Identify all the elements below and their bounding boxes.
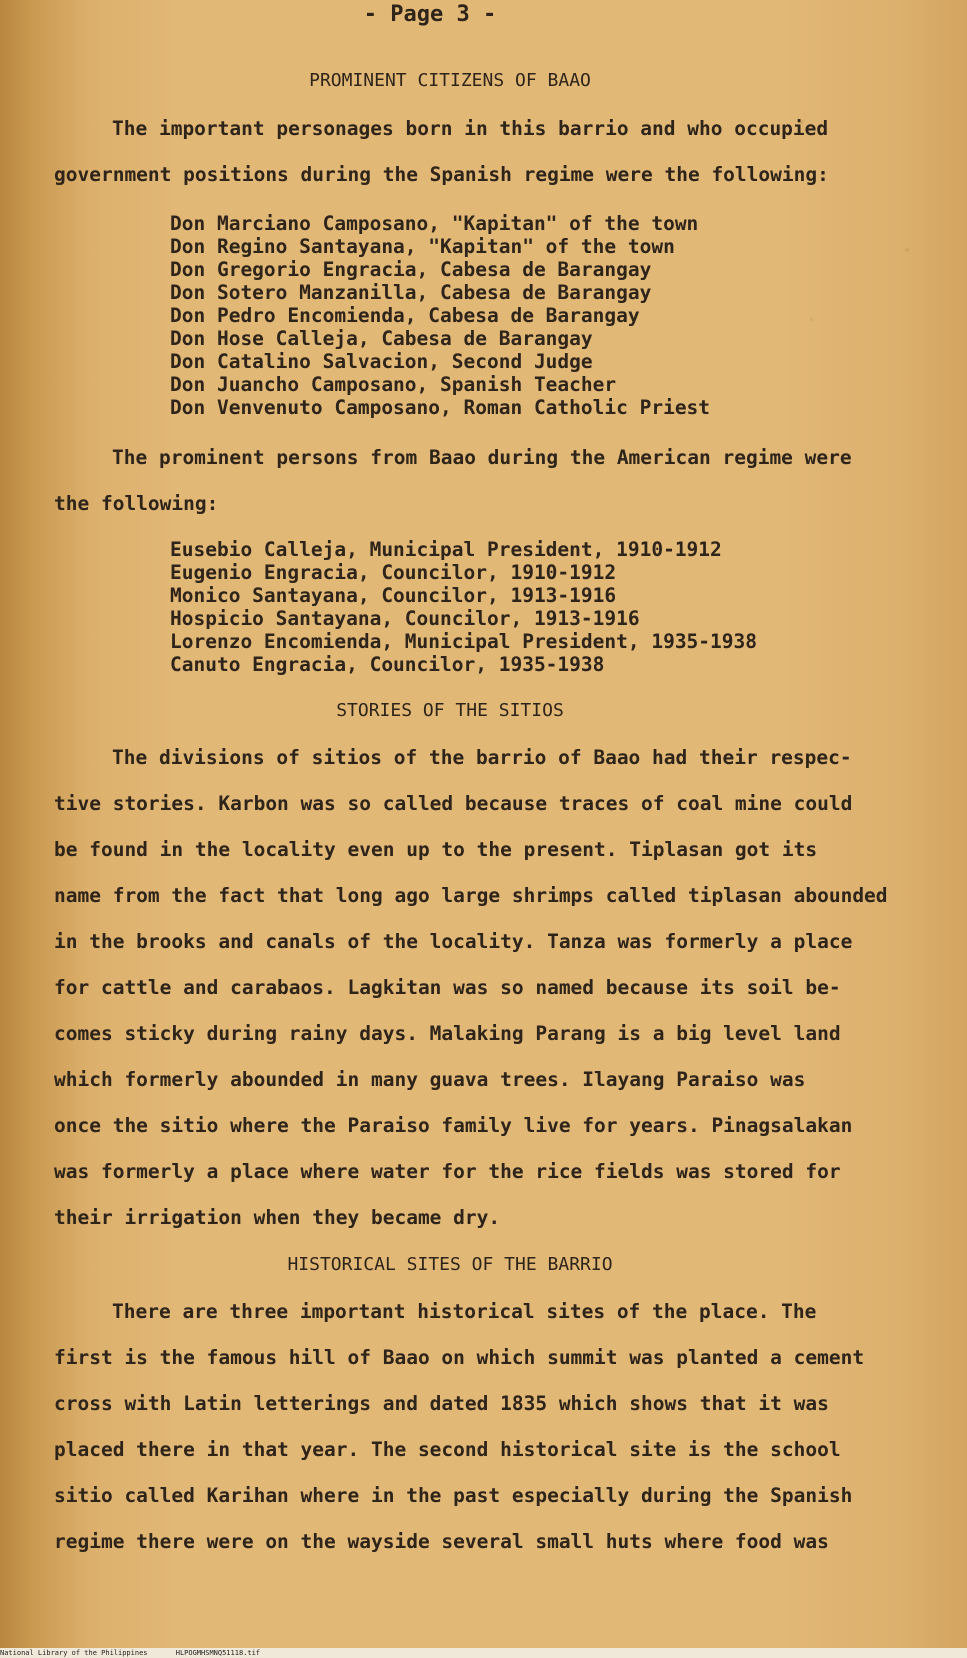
- paragraph-line: in the brooks and canals of the locality. Tanza was formerly a place: [54, 930, 853, 953]
- list-item: Don Gregorio Engracia, Cabesa de Barangay: [170, 258, 652, 281]
- paragraph-line: their irrigation when they became dry.: [54, 1206, 501, 1229]
- list-item: Eusebio Calleja, Municipal President, 1910-1912: [170, 538, 722, 561]
- list-item: Don Pedro Encomienda, Cabesa de Barangay: [170, 304, 640, 327]
- paragraph-line: was formerly a place where water for the rice fields was stored for: [54, 1160, 841, 1183]
- paragraph-line: sitio called Karihan where in the past especially during the Spanish: [54, 1484, 853, 1507]
- footer-file-id: HLPOGMHSMNQ51118.tif: [175, 1649, 261, 1657]
- paragraph-line: for cattle and carabaos. Lagkitan was so named because its soil be-: [54, 976, 841, 999]
- list-item: Don Juancho Camposano, Spanish Teacher: [170, 373, 617, 396]
- list-item: Don Regino Santayana, "Kapitan" of the town: [170, 235, 675, 258]
- paragraph-line: There are three important historical sites of the place. The: [112, 1300, 817, 1323]
- paragraph-line: once the sitio where the Paraiso family live for years. Pinagsalakan: [54, 1114, 853, 1137]
- paragraph-line: name from the fact that long ago large shrimps called tiplasan abounded: [54, 884, 888, 907]
- list-item: Don Sotero Manzanilla, Cabesa de Barangay: [170, 281, 652, 304]
- paragraph-line: the following:: [54, 492, 219, 515]
- paragraph-line: comes sticky during rainy days. Malaking Parang is a big level land: [54, 1022, 841, 1045]
- paragraph-line: be found in the locality even up to the present. Tiplasan got its: [54, 838, 818, 861]
- paragraph-line: placed there in that year. The second historical site is the school: [54, 1438, 841, 1461]
- list-item: Don Marciano Camposano, "Kapitan" of the town: [170, 212, 699, 235]
- list-item: Canuto Engracia, Councilor, 1935-1938: [170, 653, 605, 676]
- section-heading-sitios: STORIES OF THE SITIOS: [336, 700, 564, 721]
- page-number: - Page 3 -: [363, 2, 497, 27]
- list-item: Lorenzo Encomienda, Municipal President, 1935-1938: [170, 630, 757, 653]
- paragraph-line: The prominent persons from Baao during the American regime were: [112, 446, 852, 469]
- list-item: Eugenio Engracia, Councilor, 1910-1912: [170, 561, 617, 584]
- list-item: Don Venvenuto Camposano, Roman Catholic Priest: [170, 396, 711, 419]
- footer-source: National Library of the Philippines: [0, 1649, 148, 1657]
- paragraph-line: cross with Latin letterings and dated 1835 which shows that it was: [54, 1392, 829, 1415]
- paragraph-line: first is the famous hill of Baao on which summit was planted a cement: [54, 1346, 865, 1369]
- scan-footer: [0, 1648, 967, 1658]
- paragraph-line: The divisions of sitios of the barrio of Baao had their respec-: [112, 746, 852, 769]
- list-item: Don Hose Calleja, Cabesa de Barangay: [170, 327, 593, 350]
- section-heading-citizens: PROMINENT CITIZENS OF BAAO: [309, 70, 591, 91]
- paragraph-line: which formerly abounded in many guava trees. Ilayang Paraiso was: [54, 1068, 806, 1091]
- list-item: Don Catalino Salvacion, Second Judge: [170, 350, 593, 373]
- list-item: Hospicio Santayana, Councilor, 1913-1916: [170, 607, 640, 630]
- section-heading-historical: HISTORICAL SITES OF THE BARRIO: [287, 1254, 613, 1275]
- paragraph-line: tive stories. Karbon was so called because traces of coal mine could: [54, 792, 853, 815]
- paragraph-line: The important personages born in this barrio and who occupied: [112, 117, 829, 140]
- paragraph-line: government positions during the Spanish regime were the following:: [54, 163, 829, 186]
- list-item: Monico Santayana, Councilor, 1913-1916: [170, 584, 617, 607]
- paragraph-line: regime there were on the wayside several small huts where food was: [54, 1530, 829, 1553]
